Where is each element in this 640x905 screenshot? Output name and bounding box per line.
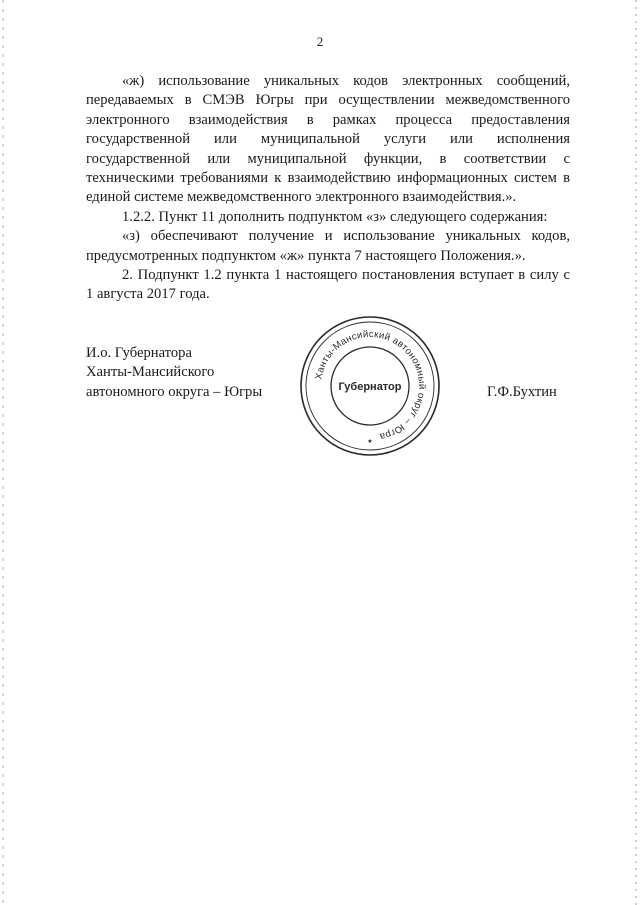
scan-edge-left xyxy=(2,0,4,905)
paragraph-2-effective-date: 2. Подпункт 1.2 пункта 1 настоящего постановления вступает в силу с 1 августа 2017 года. xyxy=(86,267,570,303)
page-number: 2 xyxy=(316,34,324,49)
signatory-title xyxy=(86,344,262,402)
signatory-title-line: И.о. Губернатора xyxy=(86,345,192,361)
scan-edge-right xyxy=(635,0,637,905)
paragraph-1-2-2: 1.2.2. Пункт 11 дополнить подпунктом «з» следующего содержания: xyxy=(122,208,548,225)
signatory-title-line: автономного округа – Югры xyxy=(86,383,263,400)
seal-center-text: Губернатор xyxy=(338,381,402,393)
document-body xyxy=(86,72,570,305)
signatory-name: Г.Ф.Бухтин xyxy=(487,384,557,400)
seal-star-icon: ★ xyxy=(367,438,373,445)
governor-seal xyxy=(296,312,444,460)
paragraph-subpoint-zh: «ж) использование уникальных кодов электронных сообщений, передаваемых в СМЭВ Югры при осуществлении межведомственного электронного взаимодействия в рамках процесса предоставления государственной или муниципальной услуги или исполнения государственной или муниципальной функции, в соответствии с техническими требованиями к взаимодействию информационных систем в единой системе межведомственного электронного взаимодействия.». xyxy=(86,73,570,206)
signatory-title-line: Ханты-Мансийского xyxy=(86,364,215,381)
paragraph-subpoint-z: «з) обеспечивают получение и использование уникальных кодов, предусмотренных подпунктом «ж» пункта 7 настоящего Положения.». xyxy=(86,228,570,264)
seal-ring-text: Ханты-Мансийский автономный округ – Югра xyxy=(313,328,428,443)
